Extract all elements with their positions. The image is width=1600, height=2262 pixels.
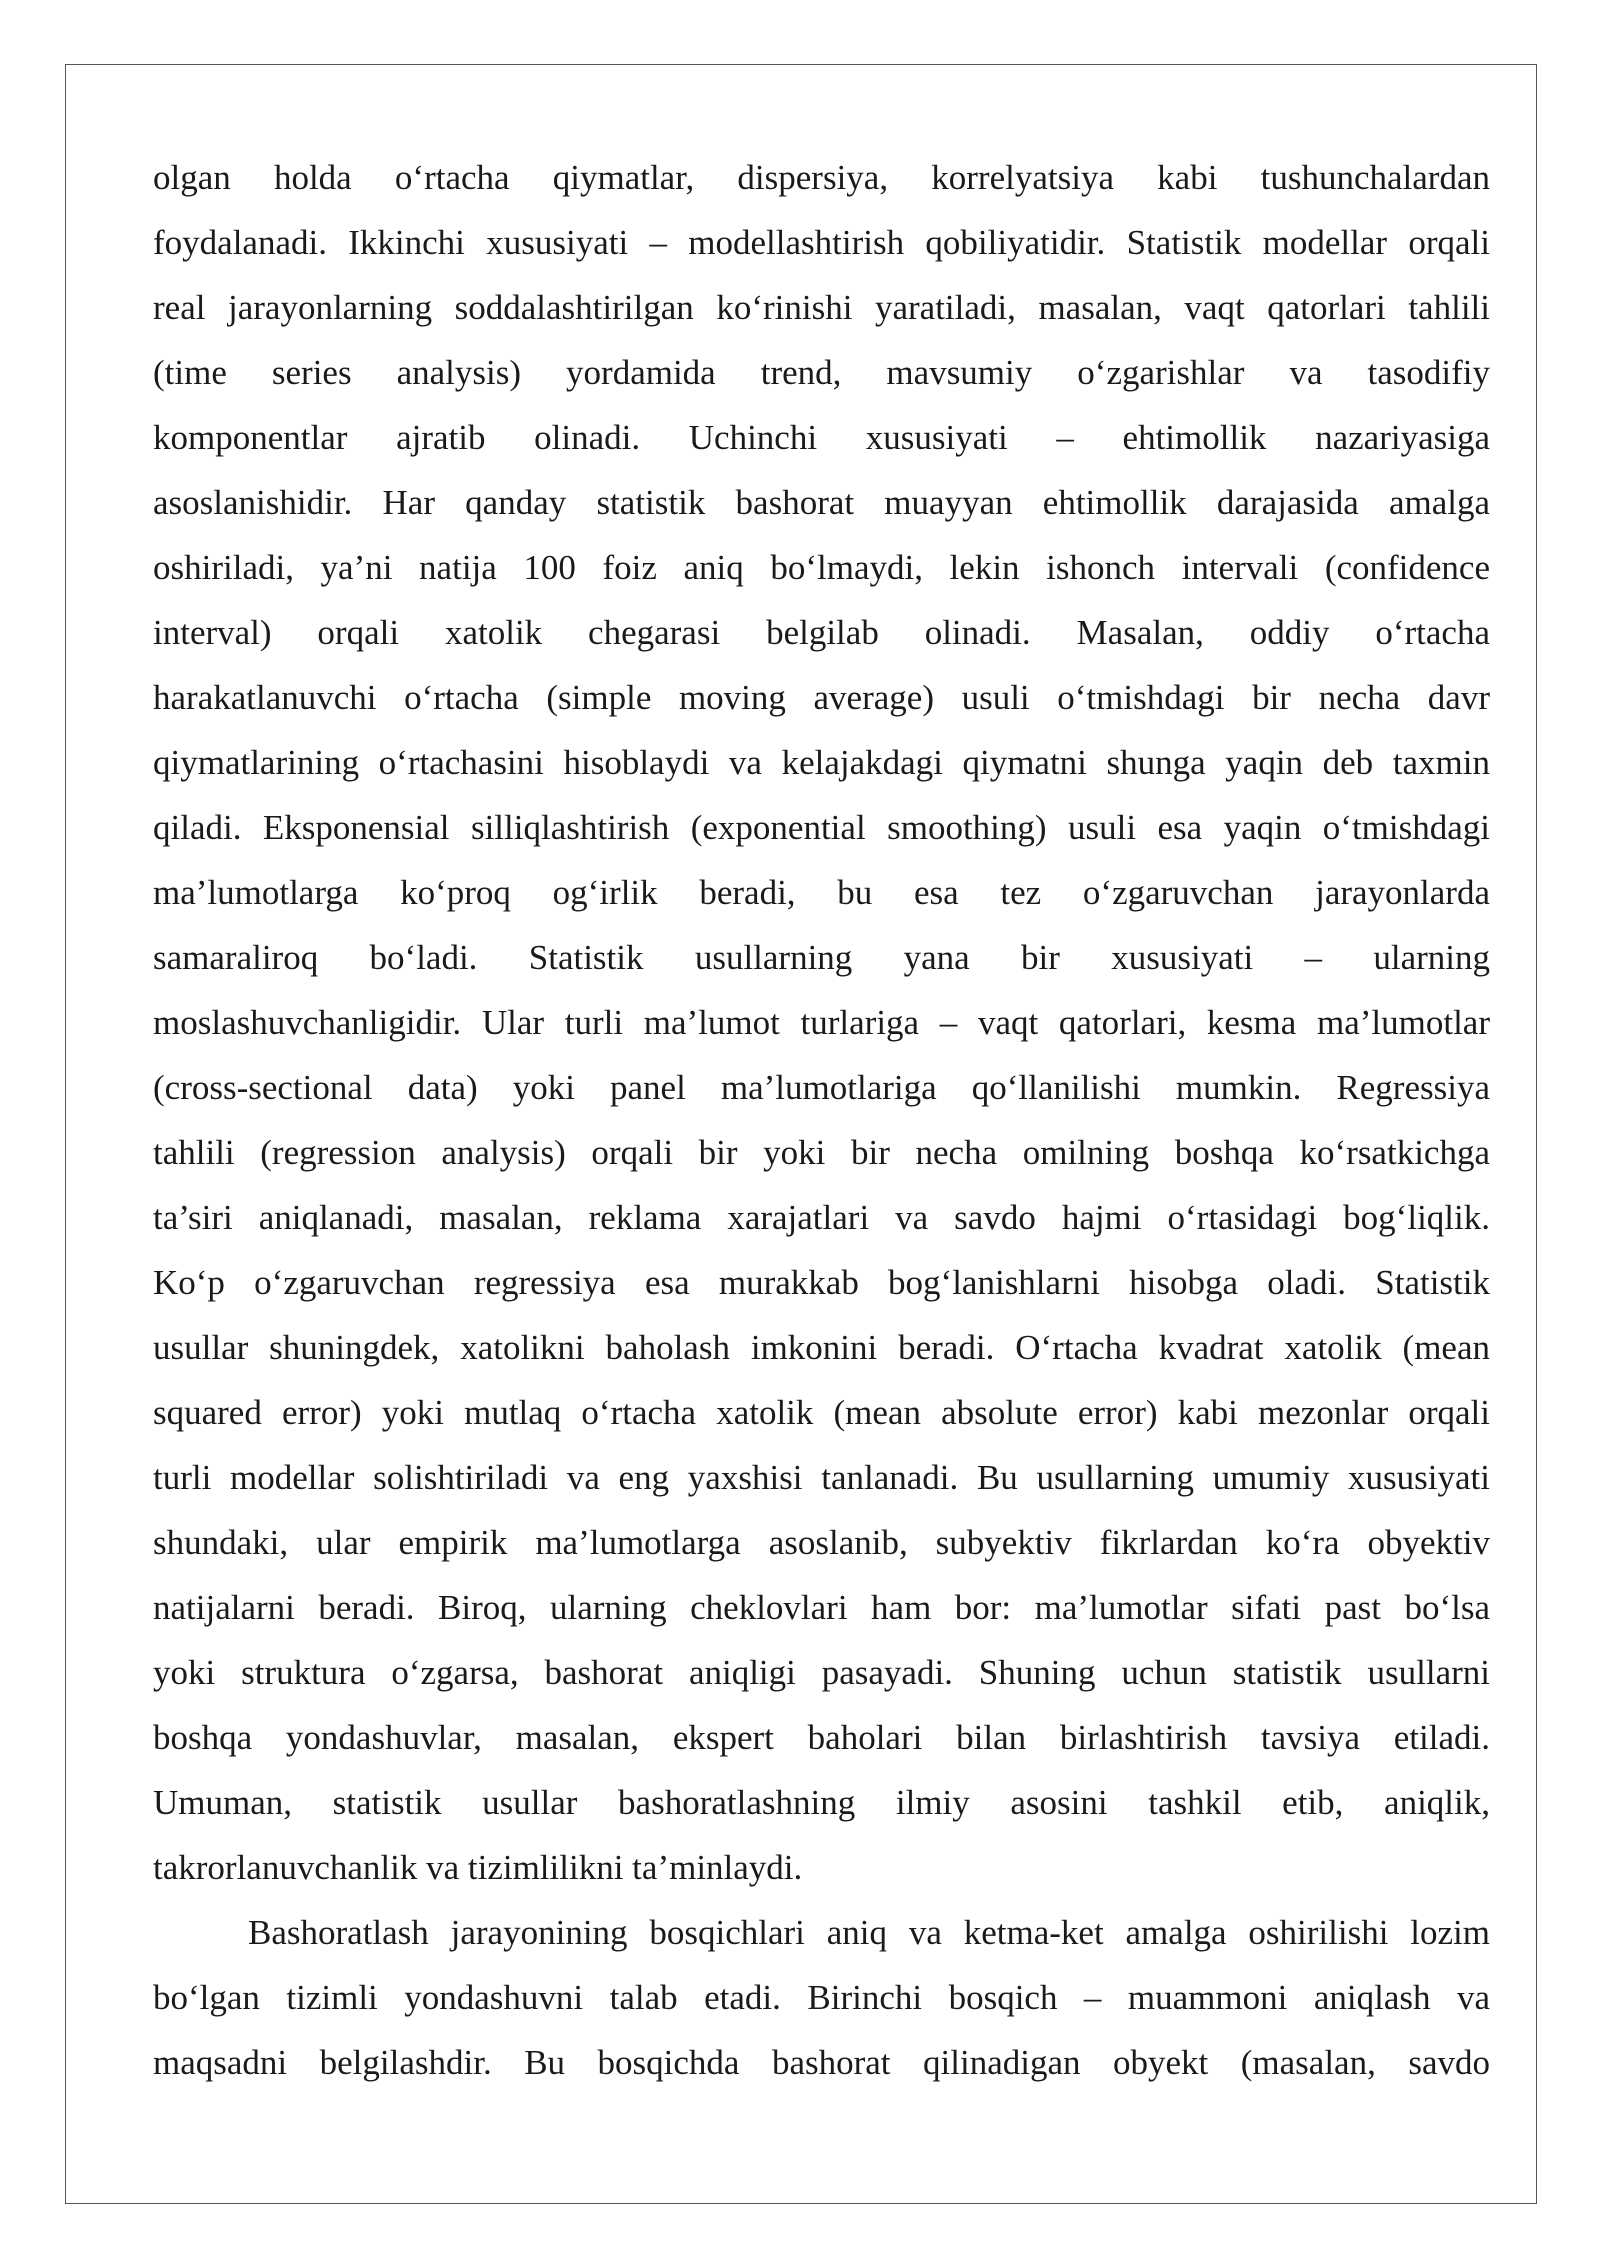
text-line: Bashoratlash jarayonining bosqichlari aniq va ketma-ket amalga oshirilishi lozim (248, 1913, 1490, 1952)
text-line: takrorlanuvchanlik va tizimlilikni ta’minlaydi. (153, 1848, 803, 1887)
text-line: tahlili (regression analysis) orqali bir yoki bir necha omilning boshqa ko‘rsatkichga (153, 1133, 1490, 1172)
text-line: turli modellar solishtiriladi va eng yaxshisi tanlanadi. Bu usullarning umumiy xususiyati (153, 1458, 1490, 1497)
text-line: ma’lumotlarga ko‘proq og‘irlik beradi, bu esa tez o‘zgaruvchan jarayonlarda (153, 873, 1490, 912)
text-line: asoslanishidir. Har qanday statistik bashorat muayyan ehtimollik darajasida amalga (153, 483, 1490, 522)
text-line: (time series analysis) yordamida trend, mavsumiy o‘zgarishlar va tasodifiy (153, 353, 1490, 392)
paragraph-1 (153, 145, 1490, 1900)
text-line: yoki struktura o‘zgarsa, bashorat aniqligi pasayadi. Shuning uchun statistik usullarni (153, 1653, 1490, 1692)
text-line: qiymatlarining o‘rtachasini hisoblaydi va kelajakdagi qiymatni shunga yaqin deb taxmin (153, 743, 1490, 782)
text-line: Umuman, statistik usullar bashoratlashning ilmiy asosini tashkil etib, aniqlik, (153, 1783, 1490, 1822)
text-line: komponentlar ajratib olinadi. Uchinchi xususiyati – ehtimollik nazariyasiga (153, 418, 1490, 457)
text-line: real jarayonlarning soddalashtirilgan ko‘rinishi yaratiladi, masalan, vaqt qatorlari tahlili (153, 288, 1490, 327)
text-line: moslashuvchanligidir. Ular turli ma’lumot turlariga – vaqt qatorlari, kesma ma’lumotlar (153, 1003, 1490, 1042)
text-line: squared error) yoki mutlaq o‘rtacha xatolik (mean absolute error) kabi mezonlar orqali (153, 1393, 1490, 1432)
text-line: Ko‘p o‘zgaruvchan regressiya esa murakkab bog‘lanishlarni hisobga oladi. Statistik (153, 1263, 1490, 1302)
text-line: samaraliroq bo‘ladi. Statistik usullarning yana bir xususiyati – ularning (153, 938, 1490, 977)
text-line: usullar shuningdek, xatolikni baholash imkonini beradi. O‘rtacha kvadrat xatolik (mean (153, 1328, 1490, 1367)
text-line: maqsadni belgilashdir. Bu bosqichda bashorat qilinadigan obyekt (masalan, savdo (153, 2043, 1490, 2082)
text-line: natijalarni beradi. Biroq, ularning cheklovlari ham bor: ma’lumotlar sifati past bo‘lsa (153, 1588, 1490, 1627)
text-line: shundaki, ular empirik ma’lumotlarga asoslanib, subyektiv fikrlardan ko‘ra obyektiv (153, 1523, 1490, 1562)
text-line: olgan holda o‘rtacha qiymatlar, dispersiya, korrelyatsiya kabi tushunchalardan (153, 158, 1490, 197)
text-line: oshiriladi, ya’ni natija 100 foiz aniq bo‘lmaydi, lekin ishonch intervali (confidence (153, 548, 1490, 587)
paragraph-2 (153, 1900, 1490, 2095)
document-body (153, 145, 1490, 2095)
text-line: qiladi. Eksponensial silliqlashtirish (exponential smoothing) usuli esa yaqin o‘tmishdagi (153, 808, 1490, 847)
text-line: (cross-sectional data) yoki panel ma’lumotlariga qo‘llanilishi mumkin. Regressiya (153, 1068, 1490, 1107)
text-line: bo‘lgan tizimli yondashuvni talab etadi. Birinchi bosqich – muammoni aniqlash va (153, 1978, 1490, 2017)
text-line: boshqa yondashuvlar, masalan, ekspert baholari bilan birlashtirish tavsiya etiladi. (153, 1718, 1490, 1757)
text-line: foydalanadi. Ikkinchi xususiyati – modellashtirish qobiliyatidir. Statistik modellar orqali (153, 223, 1490, 262)
text-line: ta’siri aniqlanadi, masalan, reklama xarajatlari va savdo hajmi o‘rtasidagi bog‘liqlik. (153, 1198, 1490, 1237)
text-line: harakatlanuvchi o‘rtacha (simple moving average) usuli o‘tmishdagi bir necha davr (153, 678, 1490, 717)
text-line: interval) orqali xatolik chegarasi belgilab olinadi. Masalan, oddiy o‘rtacha (153, 613, 1490, 652)
